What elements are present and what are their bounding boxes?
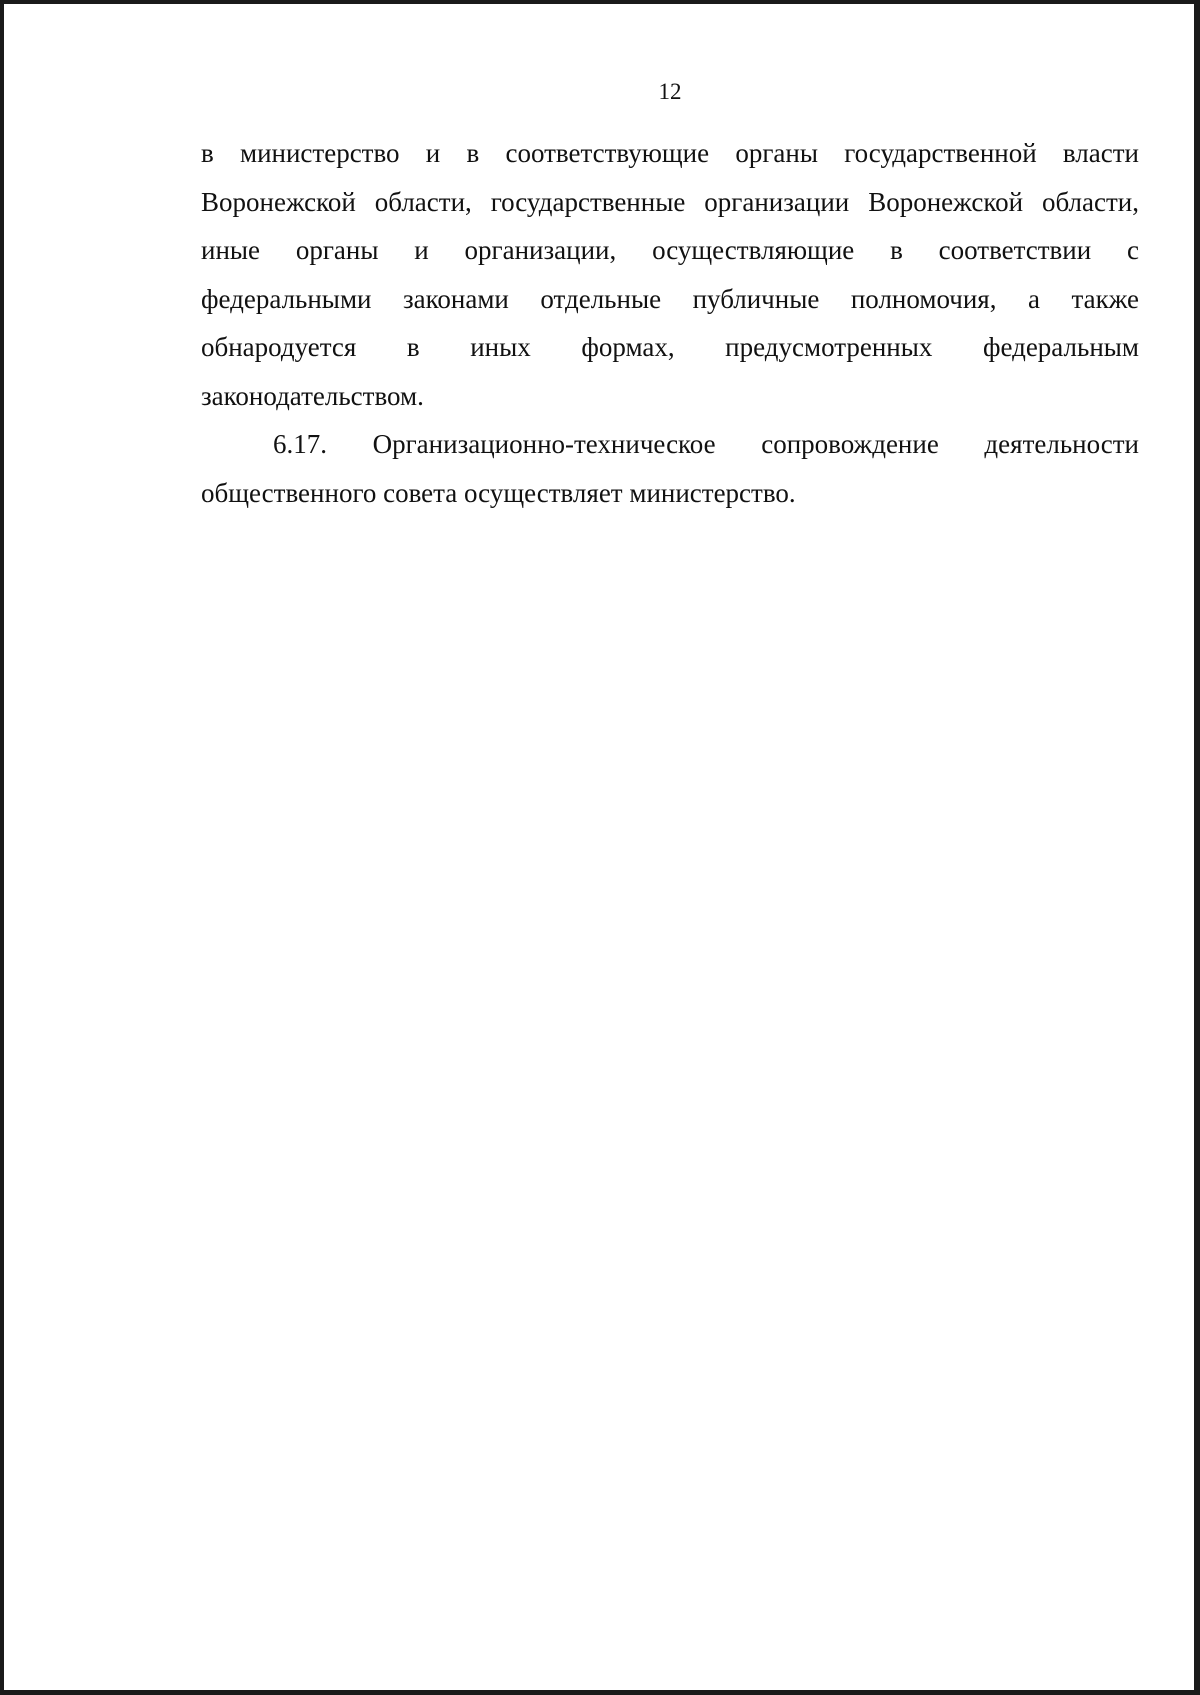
scan-border-bottom xyxy=(0,1690,1200,1695)
text-line: федеральными законами отдельные публичные полномочия, а также xyxy=(201,283,1139,314)
document-body xyxy=(201,129,1139,517)
paragraph-6-17 xyxy=(201,420,1139,517)
text-line: 6.17. Организационно-техническое сопровождение деятельности xyxy=(273,429,1139,459)
scan-border-right xyxy=(1194,0,1200,1695)
page-number: 12 xyxy=(658,79,682,104)
text-line: иные органы и организации, осуществляющие в соответствии с xyxy=(201,235,1139,265)
scan-border-top xyxy=(0,0,1200,4)
paragraph-continuation xyxy=(201,129,1139,420)
text-line: Воронежской области, государственные организации Воронежской области, xyxy=(201,186,1139,217)
scan-border-left xyxy=(0,0,4,1695)
text-line: обнародуется в иных формах, предусмотренных федеральным xyxy=(201,332,1139,362)
text-line: общественного совета осуществляет министерство. xyxy=(201,477,796,508)
text-line: в министерство и в соответствующие органы государственной власти xyxy=(201,138,1139,168)
text-line: законодательством. xyxy=(201,380,424,411)
